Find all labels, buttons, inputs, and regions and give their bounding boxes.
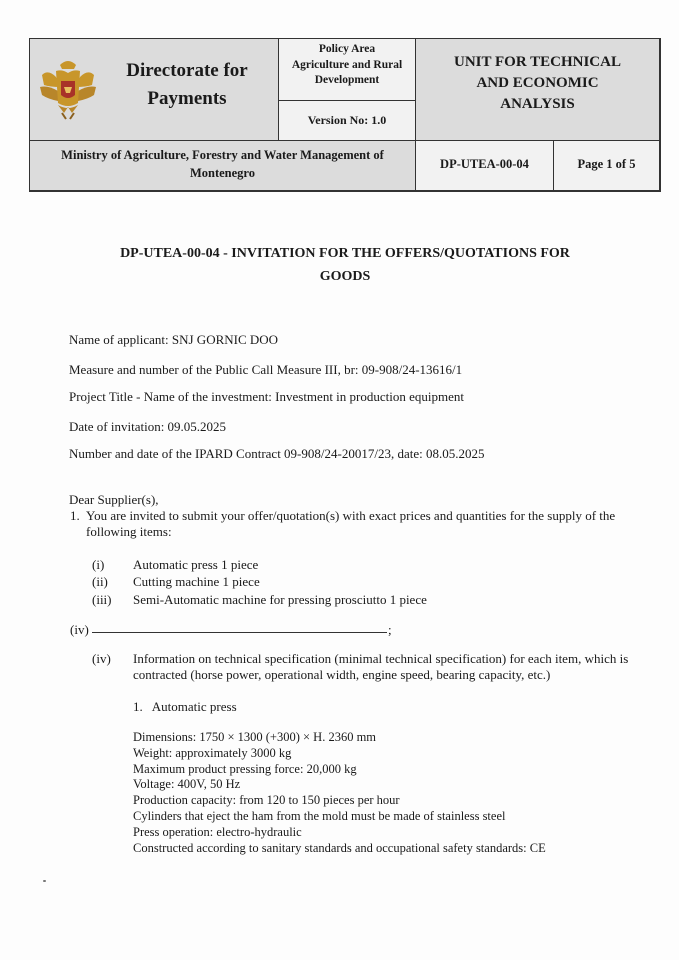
scan-speck [43,880,46,882]
page-number: Page 1 of 5 [577,157,636,171]
spec-line: Dimensions: 1750 × 1300 (+300) × H. 2360 mm [133,730,377,744]
spec-info-text: Information on technical specification (minimal technical specification) for each item, which is contracted (horse power, operational width, engine speed, bearing capacity, etc.) [133,651,629,682]
document-title: DP-UTEA-00-04 - INVITATION FOR THE OFFERS/QUOTATIONS FOR GOODS [120,246,570,284]
unit-title: UNIT FOR TECHNICAL AND ECONOMIC ANALYSIS [454,54,621,112]
spec-info-number: (iv) [92,651,111,666]
spec-list [133,730,546,856]
applicant-field: Name of applicant: SNJ GORNIC DOO [69,332,279,347]
blank-item-number: (iv) [70,622,89,637]
date-field: Date of invitation: 09.05.2025 [69,419,227,434]
intro-text: You are invited to submit your offer/quotation(s) with exact prices and quantities for the supply of the following items: [86,508,616,539]
document-header-table [29,38,661,192]
montenegro-coat-of-arms-icon [38,57,98,121]
blank-fill-line [92,632,387,633]
list-item: (iii) Semi-Automatic machine for pressing prosciutto 1 piece [92,592,427,607]
spec-line: Cylinders that eject the ham from the mold must be made of stainless steel [133,808,506,823]
doc-code: DP-UTEA-00-04 [440,157,529,171]
directorate-title: Directorate for Payments [126,60,248,109]
policy-area-cell [279,39,416,101]
spec-line: Weight: approximately 3000 kg [133,745,292,760]
version-cell [279,101,416,141]
intro-number: 1. [70,508,80,523]
spec-line: Constructed according to sanitary standards and occupational safety standards: CE [133,840,546,855]
ministry-cell [30,141,416,191]
salutation: Dear Supplier(s), [69,492,159,507]
list-item: (ii) Cutting machine 1 piece [92,574,260,589]
unit-cell [416,39,660,141]
page-number-cell [554,141,660,191]
policy-area-text: Policy Area Agriculture and Rural Development [291,43,403,86]
directorate-cell [30,39,279,141]
list-item: (i) Automatic press 1 piece [92,557,259,572]
blank-item-end: ; [388,622,392,637]
spec-line: Press operation: electro-hydraulic [133,824,302,839]
spec-item-title: 1. Automatic press [133,699,237,714]
contract-field: Number and date of the IPARD Contract 09-908/24-20017/23, date: 08.05.2025 [69,446,485,461]
measure-field: Measure and number of the Public Call Measure III, br: 09-908/24-13616/1 [69,362,463,377]
spec-line: Voltage: 400V, 50 Hz [133,777,241,792]
spec-line: Production capacity: from 120 to 150 pieces per hour [133,793,400,808]
spec-line: Maximum product pressing force: 20,000 kg [133,761,357,776]
project-field: Project Title - Name of the investment: Investment in production equipment [69,389,464,404]
version-number: Version No: 1.0 [307,113,387,127]
ministry-name: Ministry of Agriculture, Forestry and Water Management of Montenegro [61,148,384,180]
doc-code-cell [416,141,554,191]
